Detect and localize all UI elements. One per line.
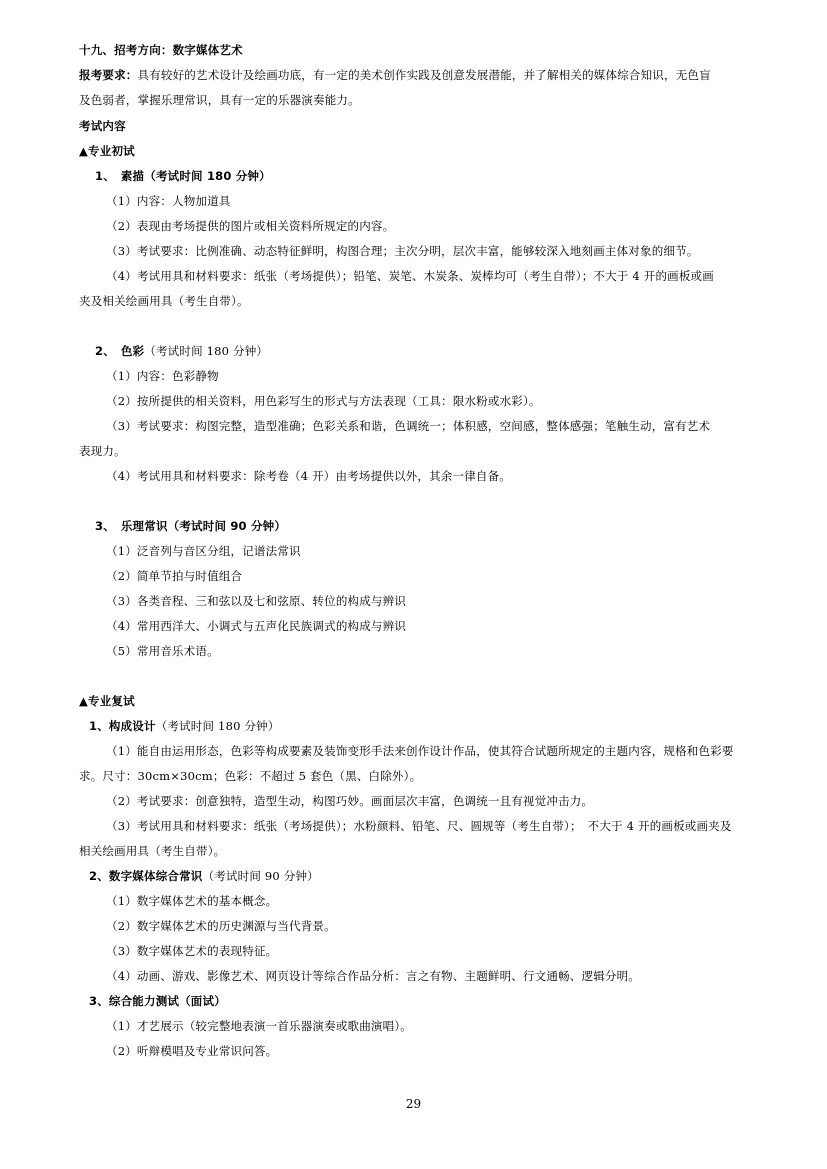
media-item: （3）数字媒体艺术的表现特征。 [106,944,278,958]
sketch-item: （2）表现由考场提供的图片或相关资料所规定的内容。 [106,219,395,233]
color-title-rest: （考试时间 180 分钟） [144,344,269,358]
interview-item: （1）才艺展示（较完整地表演一首乐器演奏或歌曲演唱）。 [106,1019,412,1033]
color-title [95,343,268,359]
design-item: （2）考试要求：创意独特，造型生动，构图巧妙。画面层次丰富，色调统一且有视觉冲击力。 [106,794,594,808]
sketch-item: （3）考试要求：比例准确、动态特征鲜明，构图合理；主次分明，层次丰富，能够较深入地刻画主体对象的细节。 [106,244,699,258]
music-item: （5）常用音乐术语。 [106,644,219,658]
color-item: （4）考试用具和材料要求：除考卷（4 开）由考场提供以外，其余一律自备。 [106,469,511,483]
section-title: 十九、招考方向：数字媒体艺术 [79,43,243,57]
color-title-bold: 2、 色彩 [95,344,145,358]
interview-item: （2）听辩模唱及专业常识问答。 [106,1044,278,1058]
design-title-bold: 1、构成设计 [89,719,156,733]
prelim-heading: ▲专业初试 [79,144,135,158]
sketch-item: 夹及相关绘画用具（考生自带）。 [79,294,249,308]
music-item: （1）泛音列与音区分组，记谱法常识 [106,544,301,558]
design-item: 相关绘画用具（考生自带）。 [79,844,226,858]
design-item: （3）考试用具和材料要求：纸张（考场提供）；水粉颜料、铅笔、尺、圆规等（考生自带）； 不大于 4 开的画板或画夹及 [106,819,732,833]
requirement-text-1: 具有较好的艺术设计及绘画功底，有一定的美术创作实践及创意发展潜能，并了解相关的媒体综合知识，无色盲 [137,68,711,82]
retest-heading: ▲专业复试 [79,694,135,708]
music-item: （4）常用西洋大、小调式与五声化民族调式的构成与辨识 [106,619,407,633]
music-title: 3、 乐理常识（考试时间 90 分钟） [95,519,287,533]
color-item: 表现力。 [79,444,126,458]
requirement-line-2: 及色弱者，掌握乐理常识，具有一定的乐器演奏能力。 [79,93,360,107]
music-item: （3）各类音程、三和弦以及七和弦原、转位的构成与辨识 [106,594,407,608]
media-item: （4）动画、游戏、影像艺术、网页设计等综合作品分析：言之有物、主题鲜明、行文通畅、逻辑分明。 [106,969,641,983]
media-title-bold: 2、数字媒体综合常识 [89,869,203,883]
design-title-rest: （考试时间 180 分钟） [155,719,280,733]
media-title [89,868,319,884]
color-item: （2）按所提供的相关资料，用色彩写生的形式与方法表现（工具：限水粉或水彩）。 [106,394,541,408]
music-item: （2）简单节拍与时值组合 [106,569,243,583]
exam-content-heading: 考试内容 [79,119,126,133]
color-item: （3）考试要求：构图完整，造型准确；色彩关系和谐，色调统一；体积感，空间感，整体感强；笔触生动，富有艺术 [106,419,711,433]
sketch-item: （1）内容：人物加道具 [106,194,231,208]
design-item: （1）能自由运用形态，色彩等构成要素及装饰变形手法来创作设计作品，使其符合试题所规定的主题内容，规格和色彩要 [106,744,734,758]
requirement-label: 报考要求： [79,68,138,82]
media-item: （2）数字媒体艺术的历史渊源与当代背景。 [106,919,336,933]
page-number: 29 [405,1097,422,1111]
media-item: （1）数字媒体艺术的基本概念。 [106,894,278,908]
design-item: 求。尺寸：30cm×30cm；色彩：不超过 5 套色（黑、白除外）。 [79,769,422,783]
requirement-line-1 [79,67,711,83]
interview-title: 3、综合能力测试（面试） [89,994,226,1008]
sketch-item: （4）考试用具和材料要求：纸张（考场提供）；铅笔、炭笔、木炭条、炭棒均可（考生自带）；不大于 4 开的画板或画 [106,269,714,283]
color-item: （1）内容：色彩静物 [106,369,219,383]
media-title-rest: （考试时间 90 分钟） [202,869,319,883]
design-title [89,718,280,734]
sketch-title: 1、 素描（考试时间 180 分钟） [95,169,271,183]
